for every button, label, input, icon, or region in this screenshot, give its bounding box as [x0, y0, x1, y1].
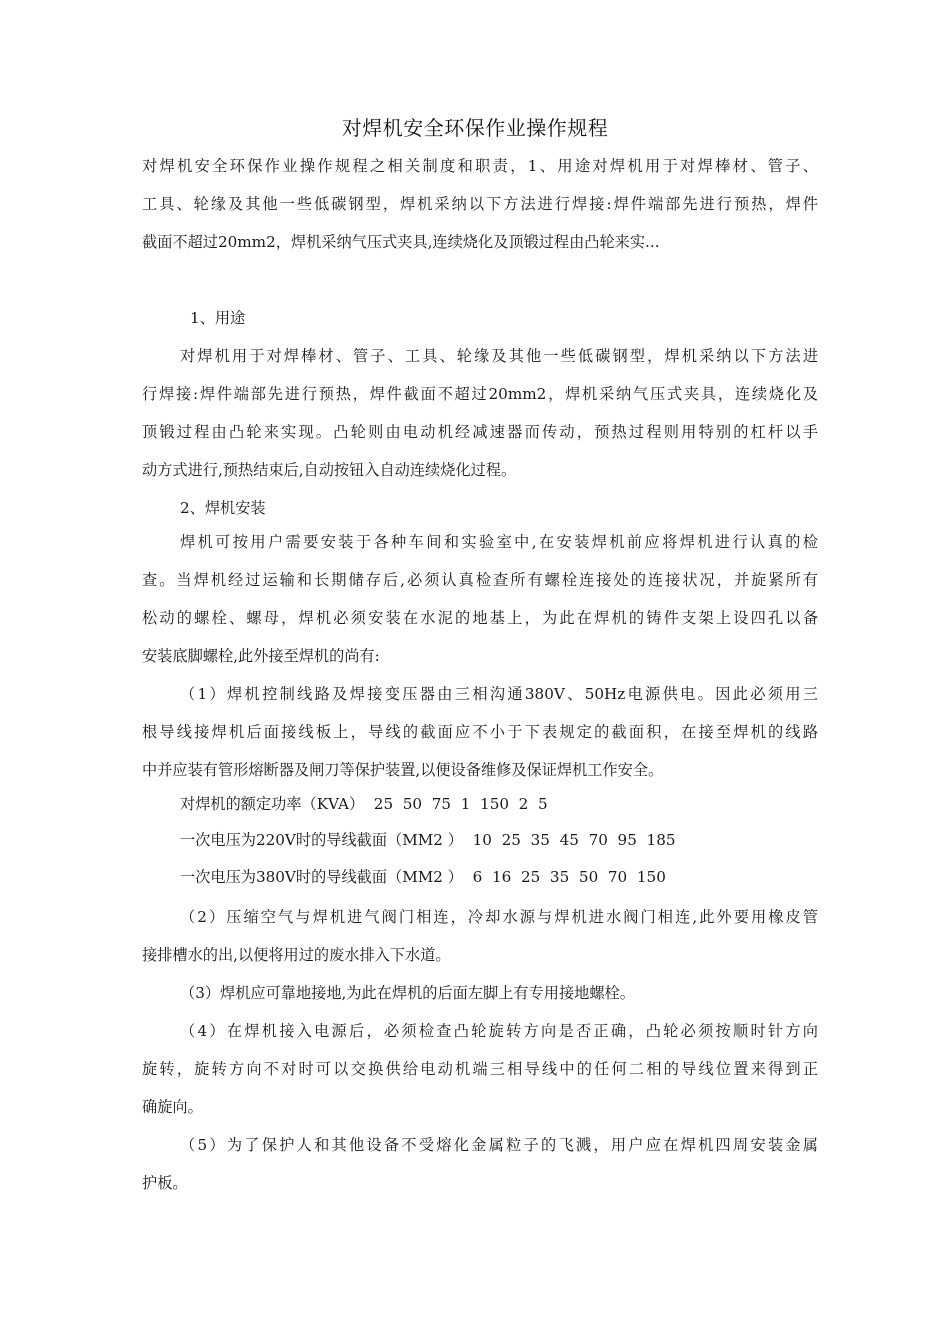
item3-line: （3）焊机应可靠地接地,为此在焊机的后面左脚上有专用接地螺栓。	[180, 984, 635, 1002]
item5-line: 护板。	[142, 1174, 188, 1192]
summary-line: 对焊机安全环保作业操作规程之相关制度和职责，1、用途对焊机用于对焊棒材、管子、	[142, 157, 818, 175]
summary-line: 工具、轮缘及其他一些低碳钢型，焊机采纳以下方法进行焊接:焊件端部先进行预热，焊件	[142, 195, 818, 213]
item1-line: （1）焊机控制线路及焊接变压器由三相沟通380V、50Hz电源供电。因此必须用三	[180, 685, 818, 703]
section1-line: 行焊接:焊件端部先进行预热，焊件截面不超过20mm2，焊机采纳气压式夹具，连续烧化及	[142, 385, 818, 403]
section1-line: 对焊机用于对焊棒材、管子、工具、轮缘及其他一些低碳钢型，焊机采纳以下方法进	[180, 347, 818, 365]
item4-line: 确旋向。	[142, 1098, 203, 1116]
item1-line: 根导线接焊机后面接线板上，导线的截面应不小于下表规定的截面积，在接至焊机的线路	[142, 723, 818, 741]
item1-line: 中并应装有管形熔断器及闸刀等保护装置,以便设备维修及保证焊机工作安全。	[142, 761, 664, 779]
item2-line: 接排槽水的出,以便将用过的废水排入下水道。	[142, 946, 451, 964]
item2-line: （2）压缩空气与焊机进气阀门相连，冷却水源与焊机进水阀门相连,此外要用橡皮管	[180, 908, 818, 926]
document-title: 对焊机安全环保作业操作规程	[341, 116, 609, 140]
section1-heading: 1、用途	[190, 309, 246, 327]
item4-line: 旋转，旋转方向不对时可以交换供给电动机端三相导线中的任何二相的导线位置来得到正	[142, 1060, 818, 1078]
table-row: 一次电压为220V时的导线截面（MM2 ） 10 25 35 45 70 95 185	[180, 831, 676, 849]
item4-line: （4）在焊机接入电源后，必须检查凸轮旋转方向是否正确，凸轮必须按顺时针方向	[180, 1022, 818, 1040]
section2-line: 松动的螺栓、螺母，焊机必须安装在水泥的地基上，为此在焊机的铸件支架上设四孔以备	[142, 609, 818, 627]
section1-line: 动方式进行,预热结束后,自动按钮入自动连续烧化过程。	[142, 461, 517, 479]
section2-line: 焊机可按用户需要安装于各种车间和实验室中,在安装焊机前应将焊机进行认真的检	[180, 533, 818, 551]
section2-heading: 2、焊机安装	[180, 499, 266, 517]
table-row: 一次电压为380V时的导线截面（MM2 ） 6 16 25 35 50 70 150	[180, 868, 666, 886]
section2-line: 查。当焊机经过运输和长期储存后,必须认真检查所有螺栓连接处的连接状况，并旋紧所有	[142, 571, 818, 589]
item5-line: （5）为了保护人和其他设备不受熔化金属粒子的飞溅，用户应在焊机四周安装金属	[180, 1136, 818, 1154]
section2-line: 安装底脚螺栓,此外接至焊机的尚有:	[142, 647, 380, 665]
table-row: 对焊机的额定功率（KVA） 25 50 75 1 150 2 5	[180, 795, 548, 813]
summary-line: 截面不超过20mm2，焊机采纳气压式夹具,连续烧化及顶锻过程由凸轮来实...	[142, 233, 660, 251]
section1-line: 顶锻过程由凸轮来实现。凸轮则由电动机经减速器而传动，预热过程则用特别的杠杆以手	[142, 423, 818, 441]
